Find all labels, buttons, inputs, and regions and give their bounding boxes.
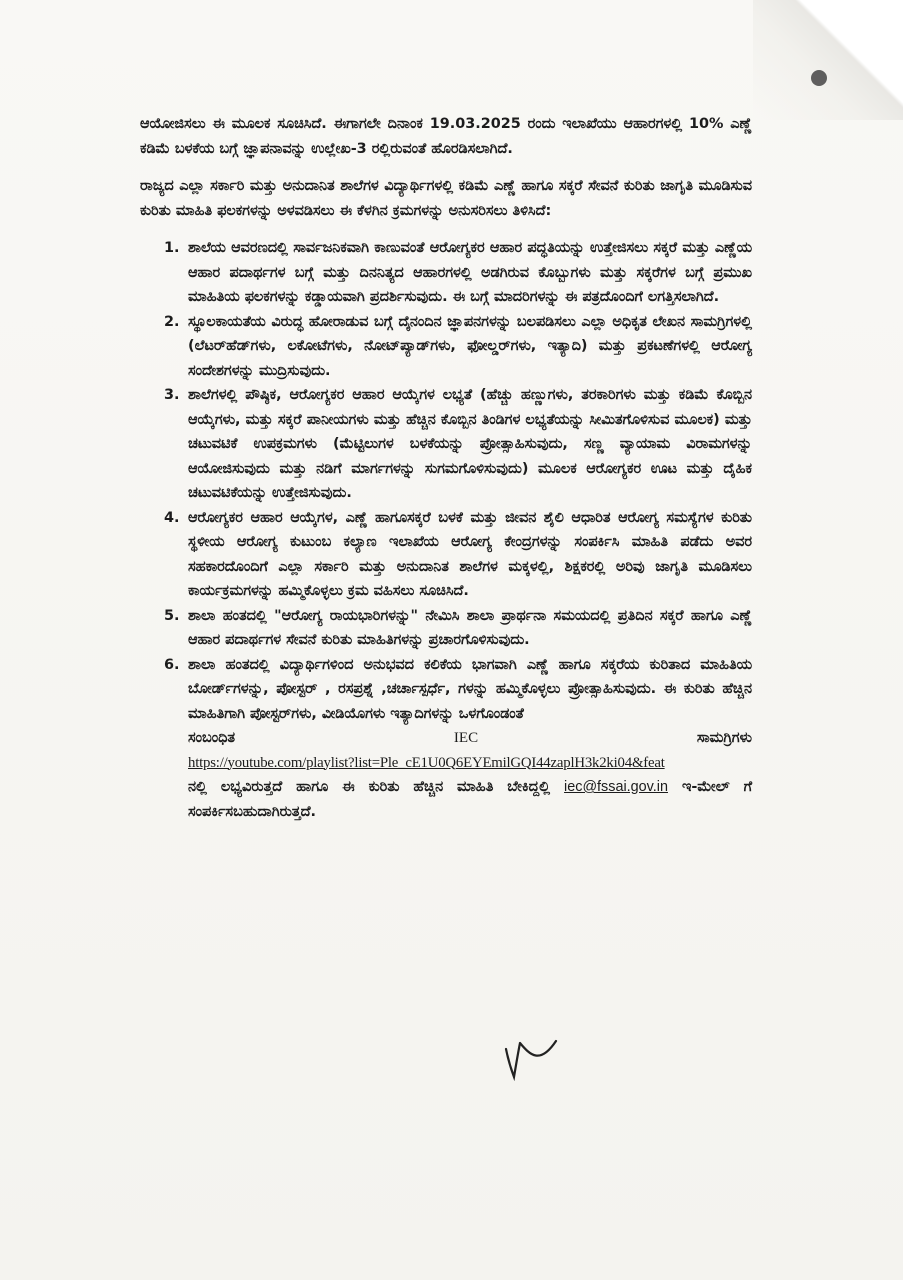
list-item-number: 3. xyxy=(164,387,180,403)
punch-hole-mark xyxy=(811,70,827,86)
item6-tail xyxy=(188,775,752,824)
availability-text: ನಲ್ಲಿ ಲಭ್ಯವಿರುತ್ತದೆ ಹಾಗೂ ಈ ಕುರಿತು ಹೆಚ್ಚಿನ ಮಾಹಿತಿ ಬೇಕಿದ್ದಲ್ಲಿ xyxy=(188,779,551,795)
iec-related-label: ಸಂಬಂಧಿತ xyxy=(188,730,236,746)
list-item-number: 2. xyxy=(164,313,180,330)
list-item-text: ಸ್ಥೂಲಕಾಯತೆಯ ವಿರುದ್ಧ ಹೋರಾಡುವ ಬಗ್ಗೆ ದೈನಂದಿನ ಜ್ಞಾಪನಗಳನ್ನು ಬಲಪಡಿಸಲು ಎಲ್ಲಾ ಅಧಿಕೃತ ಲೇಖನ ಸಾಮಗ್ರಿಗಳಲ್ಲಿ (ಲೆಟರ್‌ಹೆಡ್‌ಗಳು, ಲಕೋಟೆಗಳು, ನೋಟ್‌ಪ್ಯಾಡ್‌ಗಳು, ಫೋಲ್ಡರ್‌ಗಳು, ಇತ್ಯಾದಿ) ಮತ್ತು ಪ್ರಕಟಣೆಗಳಲ್ಲಿ ಆರೋಗ್ಯ ಸಂದೇಶಗಳನ್ನು ಮುದ್ರಿಸುವುದು. xyxy=(188,313,752,379)
intro-paragraph: ಆಯೋಜಿಸಲು ಈ ಮೂಲಕ ಸೂಚಿಸಿದೆ. ಈಗಾಗಲೇ ದಿನಾಂಕ 19.03.2025 ರಂದು ಇಲಾಖೆಯು ಆಹಾರಗಳಲ್ಲಿ 10% ಎಣ್ಣೆ ಕಡಿಮೆ ಬಳಕೆಯ ಬಗ್ಗೆ ಜ್ಞಾಪನಾವನ್ನು ಉಲ್ಲೇಖ-3 ರಲ್ಲಿರುವಂತೆ ಹೊರಡಿಸಲಾಗಿದೆ. xyxy=(140,116,752,157)
directive-paragraph: ರಾಜ್ಯದ ಎಲ್ಲಾ ಸರ್ಕಾರಿ ಮತ್ತು ಅನುದಾನಿತ ಶಾಲೆಗಳ ವಿದ್ಯಾರ್ಥಿಗಳಲ್ಲಿ ಕಡಿಮೆ ಎಣ್ಣೆ ಹಾಗೂ ಸಕ್ಕರೆ ಸೇವನೆ ಕುರಿತು ಜಾಗೃತಿ ಮೂಡಿಸುವ ಕುರಿತು ಮಾಹಿತಿ ಫಲಕಗಳನ್ನು ಅಳವಡಿಸಲು ಈ ಕೆಳಗಿನ ಕ್ರಮಗಳನ್ನು ಅನುಸರಿಸಲು ತಿಳಿಸಿದೆ: xyxy=(140,178,752,219)
youtube-playlist-link[interactable]: https://youtube.com/playlist?list=Ple_cE1U0Q6EYEmilGQI44zaplH3k2ki04&feat xyxy=(188,754,665,771)
list-item-6 xyxy=(140,653,752,825)
page-corner-fold xyxy=(753,0,903,120)
iec-materials-row xyxy=(188,726,752,751)
list-item-text: ಶಾಲಾ ಹಂತದಲ್ಲಿ "ಆರೋಗ್ಯ ರಾಯಭಾರಿಗಳನ್ನು" ನೇಮಿಸಿ ಶಾಲಾ ಪ್ರಾರ್ಥನಾ ಸಮಯದಲ್ಲಿ ಪ್ರತಿದಿನ ಸಕ್ಕರೆ ಹಾಗೂ ಎಣ್ಣೆ ಆಹಾರ ಪದಾರ್ಥಗಳ ಸೇವನೆ ಕುರಿತು ಮಾಹಿತಿಗಳನ್ನು ಪ್ರಚಾರಗೊಳಿಸುವುದು. xyxy=(188,607,752,648)
contact-text: ಇ-ಮೇಲ್ ಗೆ ಸಂಪರ್ಕಿಸಬಹುದಾಗಿರುತ್ತದೆ. xyxy=(188,779,753,820)
list-item-text: ಶಾಲೆಗಳಲ್ಲಿ ಪೌಷ್ಠಿಕ, ಆರೋಗ್ಯಕರ ಆಹಾರ ಆಯ್ಕೆಗಳ ಲಭ್ಯತೆ (ಹೆಚ್ಚು ಹಣ್ಣುಗಳು, ತರಕಾರಿಗಳು ಮತ್ತು ಕಡಿಮೆ ಕೊಬ್ಬಿನ ಆಯ್ಕೆಗಳು, ಮತ್ತು ಸಕ್ಕರೆ ಪಾನೀಯಗಳು ಮತ್ತು ಹೆಚ್ಚಿನ ಕೊಬ್ಬಿನ ತಿಂಡಿಗಳ ಲಭ್ಯತೆಯನ್ನು ಸೀಮಿತಗೊಳಿಸುವ ಮೂಲಕ) ಮತ್ತು ಚಟುವಟಿಕೆ ಉಪಕ್ರಮಗಳು (ಮೆಟ್ಟಿಲುಗಳ ಬಳಕೆಯನ್ನು ಪ್ರೋತ್ಸಾಹಿಸುವುದು, ಸಣ್ಣ ವ್ಯಾಯಾಮ ವಿರಾಮಗಳನ್ನು ಆಯೋಜಿಸುವುದು ಮತ್ತು ನಡಿಗೆ ಮಾರ್ಗಗಳನ್ನು ಸುಗಮಗೊಳಿಸುವುದು) ಮೂಲಕ ಆರೋಗ್ಯಕರ ಊಟ ಮತ್ತು ದೈಹಿಕ ಚಟುವಟಿಕೆಯನ್ನು ಉತ್ತೇಜಿಸುವುದು. xyxy=(188,387,752,501)
list-item xyxy=(140,310,752,384)
list-item-text: ಶಾಲೆಯ ಆವರಣದಲ್ಲಿ ಸಾರ್ವಜನಿಕವಾಗಿ ಕಾಣುವಂತೆ ಆರೋಗ್ಯಕರ ಆಹಾರ ಪದ್ಧತಿಯನ್ನು ಉತ್ತೇಜಿಸಲು ಸಕ್ಕರೆ ಮತ್ತು ಎಣ್ಣೆಯ ಆಹಾರ ಪದಾರ್ಥಗಳ ಬಗ್ಗೆ ಮತ್ತು ದಿನನಿತ್ಯದ ಆಹಾರಗಳಲ್ಲಿ ಅಡಗಿರುವ ಕೊಬ್ಬುಗಳು ಮತ್ತು ಸಕ್ಕರೆಗಳ ಬಗ್ಗೆ ಪ್ರಮುಖ ಮಾಹಿತಿಯ ಫಲಕಗಳನ್ನು ಕಡ್ಡಾಯವಾಗಿ ಪ್ರದರ್ಶಿಸುವುದು. ಈ ಬಗ್ಗೆ ಮಾದರಿಗಳನ್ನು ಈ ಪತ್ರದೊಂದಿಗೆ ಲಗತ್ತಿಸಲಾಗಿದೆ. xyxy=(188,240,752,305)
iec-materials-label: ಸಾಮಗ್ರಿಗಳು xyxy=(696,730,752,746)
action-list xyxy=(140,236,752,824)
list-item-number: 4. xyxy=(164,509,180,526)
email-link[interactable]: iec@fssai.gov.in xyxy=(564,779,668,795)
list-item-number: 6. xyxy=(164,656,180,673)
iec-label: IEC xyxy=(453,730,479,746)
list-item xyxy=(140,236,752,310)
list-item xyxy=(140,506,752,604)
list-item xyxy=(140,604,752,653)
signature-mark xyxy=(500,1035,560,1081)
list-item-text: ಶಾಲಾ ಹಂತದಲ್ಲಿ ವಿದ್ಯಾರ್ಥಿಗಳಿಂದ ಅನುಭವದ ಕಲಿಕೆಯ ಭಾಗವಾಗಿ ಎಣ್ಣೆ ಹಾಗೂ ಸಕ್ಕರೆಯ ಕುರಿತಾದ ಮಾಹಿತಿಯ ಬೋರ್ಡ್‌ಗಳನ್ನು, ಪೋಸ್ಟರ್ , ರಸಪ್ರಶ್ನೆ ,ಚರ್ಚಾಸ್ಪರ್ಧೆ, ಗಳನ್ನು ಹಮ್ಮಿಕೊಳ್ಳಲು ಪ್ರೋತ್ಸಾಹಿಸುವುದು. ಈ ಕುರಿತು ಹೆಚ್ಚಿನ ಮಾಹಿತಿಗಾಗಿ ಪೋಸ್ಟರ್‌ಗಳು, ವೀಡಿಯೊಗಳು ಇತ್ಯಾದಿಗಳನ್ನು ಒಳಗೊಂಡಂತೆ xyxy=(188,656,752,722)
list-item-number: 5. xyxy=(164,607,180,624)
list-item-text: ಆರೋಗ್ಯಕರ ಆಹಾರ ಆಯ್ಕೆಗಳ, ಎಣ್ಣೆ ಹಾಗೂಸಕ್ಕರೆ ಬಳಕೆ ಮತ್ತು ಜೀವನ ಶೈಲಿ ಆಧಾರಿತ ಆರೋಗ್ಯ ಸಮಸ್ಯೆಗಳ ಕುರಿತು ಸ್ಥಳೀಯ ಆರೋಗ್ಯ ಕುಟುಂಬ ಕಲ್ಯಾಣ ಇಲಾಖೆಯ ಆರೋಗ್ಯ ಕೇಂದ್ರಗಳನ್ನು ಸಂಪರ್ಕಿಸಿ ಮಾಹಿತಿ ಪಡೆದು ಅವರ ಸಹಕಾರದೊಂದಿಗೆ ಎಲ್ಲಾ ಸರ್ಕಾರಿ ಮತ್ತು ಅನುದಾನಿತ ಶಾಲೆಗಳ ಮಕ್ಕಳಲ್ಲಿ, ಶಿಕ್ಷಕರಲ್ಲಿ ಅರಿವು ಜಾಗೃತಿ ಮೂಡಿಸಲು ಕಾರ್ಯಕ್ರಮಗಳನ್ನು ಹಮ್ಮಿಕೊಳ್ಳಲು ಕ್ರಮ ವಹಿಸಲು ಸೂಚಿಸಿದೆ. xyxy=(188,509,752,599)
letter-body xyxy=(140,112,752,824)
list-item xyxy=(140,383,752,506)
list-item-number: 1. xyxy=(164,240,180,256)
